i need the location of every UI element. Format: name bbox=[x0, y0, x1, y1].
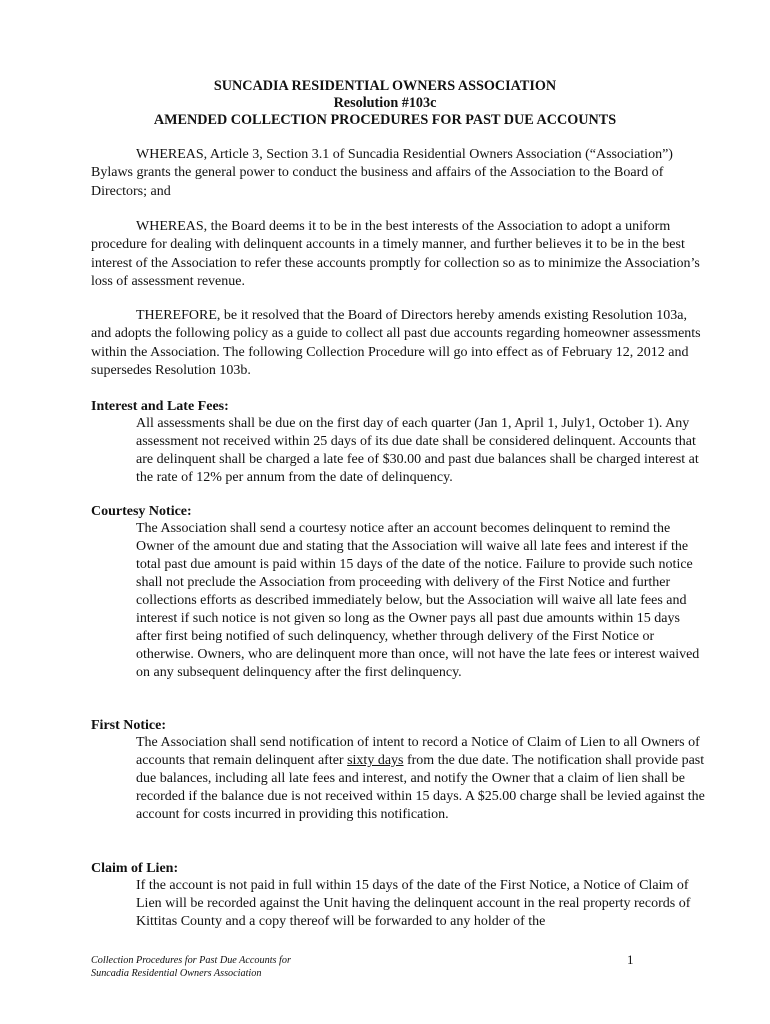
first-notice-body bbox=[136, 734, 709, 824]
association-title: SUNCADIA RESIDENTIAL OWNERS ASSOCIATION bbox=[213, 78, 557, 94]
document-title: AMENDED COLLECTION PROCEDURES FOR PAST DUE ACCOUNTS bbox=[153, 112, 617, 128]
interest-late-fees-heading: Interest and Late Fees: bbox=[91, 399, 229, 414]
whereas-paragraph-1: WHEREAS, Article 3, Section 3.1 of Suncadia Residential Owners Association (“Association”) Bylaws grants the general power to conduct the business and affairs of the Association to the Board of Directors; and bbox=[91, 147, 673, 199]
page-number: 1 bbox=[627, 952, 634, 967]
first-notice-text-end: from the due date. The notification shall provide past due balances, including all late fees and interest, and notify the Owner that a claim of lien shall be recorded if the balance due is not received within 15 days. A $25.00 charge shall be levied against the account for costs incurred in providing this notification. bbox=[136, 752, 705, 822]
interest-late-fees-body: All assessments shall be due on the first day of each quarter (Jan 1, April 1, July1, October 1). Any assessment not received within 25 days of its due date shall be considered delinquent. Accounts that are delinquent shall be charged a late fee of $30.00 and past due balances shall be charged interest at the rate of 12% per annum from the date of delinquency. bbox=[136, 416, 699, 485]
footer-line-2: Suncadia Residential Owners Association bbox=[91, 968, 262, 979]
first-notice-heading: First Notice: bbox=[91, 718, 167, 733]
whereas-paragraph-2: WHEREAS, the Board deems it to be in the best interests of the Association to adopt a uniform procedure for dealing with delinquent accounts in a timely manner, and further believes it to be in the best interest of the Association to refer these accounts promptly for collection so as to minimize the Association’s loss of assessment revenue. bbox=[91, 219, 700, 290]
sixty-days-underlined: sixty days bbox=[347, 752, 404, 768]
claim-of-lien-body: If the account is not paid in full within 15 days of the date of the First Notice, a Notice of Claim of Lien will be recorded against the Unit having the delinquent account in the real property records of Kittitas County and a copy thereof will be forwarded to any holder of the bbox=[136, 878, 691, 929]
therefore-paragraph: THEREFORE, be it resolved that the Board of Directors hereby amends existing Resolution 103a, and adopts the following policy as a guide to collect all past due accounts regarding homeowner assessments within the Association. The following Collection Procedure will go into effect as of February 12, 2012 and supersedes Resolution 103b. bbox=[91, 308, 701, 379]
claim-of-lien-heading: Claim of Lien: bbox=[91, 861, 179, 876]
courtesy-notice-heading: Courtesy Notice: bbox=[91, 504, 192, 519]
footer-line-1: Collection Procedures for Past Due Accounts for bbox=[91, 955, 291, 966]
page-footer bbox=[91, 954, 291, 980]
first-notice-text-start: The Association shall send notification of intent to record a Notice of Claim of Lien to all Owners of accounts that remain delinquent after bbox=[136, 735, 700, 768]
resolution-number: Resolution #103c bbox=[333, 94, 437, 111]
courtesy-notice-body: The Association shall send a courtesy notice after an account becomes delinquent to remind the Owner of the amount due and stating that the Association will waive all late fees and interest if the total past due amount is paid within 15 days of the date of the notice. Failure to provide such notice shall not preclude the Association from proceeding with delivery of the First Notice and further collections efforts as described immediately below, but the Association will waive all late fees and interest if such notice is not given so long as the Owner pays all past due amounts within 15 days after first being notified of such delinquency, whether through delivery of the First Notice or otherwise. Owners, who are delinquent more than once, will not have the late fees or interest waived on any subsequent delinquency after the first delinquency. bbox=[136, 521, 700, 680]
